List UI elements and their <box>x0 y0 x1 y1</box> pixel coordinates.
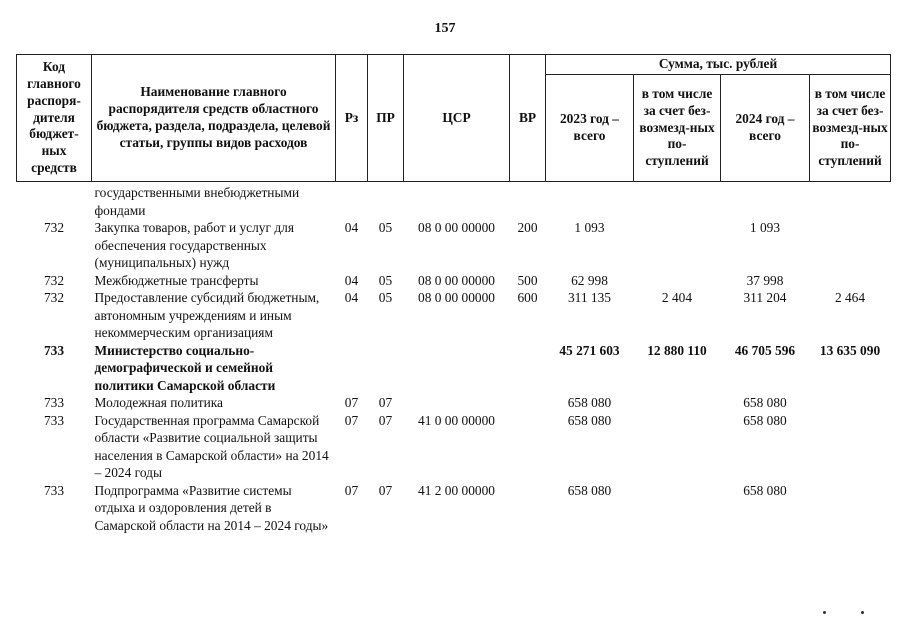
row-2024-free <box>810 394 891 412</box>
row-2024-total: 1 093 <box>749 220 781 235</box>
row-2024-free: 2 464 <box>834 290 866 305</box>
row-vr <box>510 412 546 482</box>
row-pr: 05 <box>378 220 393 235</box>
row-2023-total: 62 998 <box>571 272 608 288</box>
row-code <box>17 182 92 220</box>
row-code: 733 <box>43 342 65 358</box>
row-vr <box>510 342 546 395</box>
row-2023-total: 658 080 <box>567 412 612 428</box>
row-pr: 07 <box>378 412 393 428</box>
header-sum-group: Сумма, тыс. рублей <box>546 55 891 75</box>
header-pr: ПР <box>368 55 404 182</box>
row-vr: 200 <box>517 220 538 235</box>
header-2023-free: в том числе за счет без-возмезд-ных по-ступлений <box>634 75 721 182</box>
row-name: Предоставление субсидий бюджетным, автономным учреждениям и иным некоммерческим организациям <box>94 290 320 340</box>
row-rz: 07 <box>344 482 359 498</box>
header-2024-free: в том числе за счет без-возмезд-ных по-ступлений <box>810 75 891 182</box>
header-2024-total: 2024 год – всего <box>721 75 810 182</box>
row-code: 733 <box>43 395 65 410</box>
row-2023-total: 658 080 <box>567 395 612 410</box>
row-2024-total: 46 705 596 <box>734 342 796 358</box>
page-number: 157 <box>434 21 456 36</box>
table-row <box>17 482 891 535</box>
row-rz: 04 <box>344 272 359 288</box>
header-vr: ВР <box>510 55 546 182</box>
header-2023-total: 2023 год – всего <box>546 75 634 182</box>
row-2023-free <box>634 412 721 482</box>
row-2024-free <box>810 272 891 290</box>
row-2023-total: 1 093 <box>574 220 605 235</box>
row-2023-free <box>634 482 721 535</box>
row-csr: 08 0 00 00000 <box>418 220 495 235</box>
budget-table <box>16 54 891 534</box>
row-code: 732 <box>43 272 65 288</box>
row-name: Подпрограмма «Развитие системы отдыха и оздоровления детей в Самарской области на 2014 – 2024 годы» <box>94 482 329 533</box>
row-2024-total: 658 080 <box>743 395 787 410</box>
row-code: 732 <box>43 290 65 305</box>
row-2023-total: 45 271 603 <box>559 342 620 358</box>
row-csr: 08 0 00 00000 <box>418 290 495 305</box>
row-name: государственными внебюджетными фондами <box>94 185 300 218</box>
row-2023-total: 311 135 <box>567 290 612 305</box>
row-2023-total: 658 080 <box>567 482 612 498</box>
row-rz: 04 <box>344 220 359 235</box>
table-row-ministry <box>17 342 891 395</box>
row-name: Государственная программа Самарской области «Развитие социальной защиты населения в Самарской области» на 2014 – 2024 годы <box>94 412 329 480</box>
row-name: Межбюджетные трансферты <box>94 272 259 288</box>
row-pr: 05 <box>378 290 393 305</box>
row-name: Молодежная политика <box>94 395 224 410</box>
row-2024-total: 658 080 <box>743 482 787 498</box>
table-row <box>17 182 891 220</box>
row-csr: 41 0 00 00000 <box>418 412 495 428</box>
row-code: 733 <box>43 482 65 498</box>
row-vr: 500 <box>517 272 538 288</box>
scan-speck <box>823 611 826 614</box>
row-2024-total: 658 080 <box>743 412 787 428</box>
row-csr: 08 0 00 00000 <box>418 272 495 288</box>
row-2023-free: 2 404 <box>661 290 693 305</box>
row-2024-free <box>810 219 891 272</box>
header-code: Код главного распоря-дителя бюджет-ных средств <box>17 55 92 182</box>
row-rz: 07 <box>344 412 359 428</box>
row-2024-free: 13 635 090 <box>819 342 881 358</box>
scan-speck <box>861 611 864 614</box>
row-rz <box>336 182 368 220</box>
table-row <box>17 289 891 342</box>
row-2024-free <box>810 182 891 220</box>
row-csr <box>404 342 510 395</box>
row-2024-total: 37 998 <box>746 272 784 288</box>
row-2023-free <box>634 394 721 412</box>
table-row <box>17 394 891 412</box>
row-rz: 04 <box>344 290 359 305</box>
row-pr: 07 <box>378 395 393 410</box>
row-pr <box>368 182 404 220</box>
row-pr <box>368 342 404 395</box>
row-rz <box>336 342 368 395</box>
table-row <box>17 412 891 482</box>
row-code: 732 <box>43 220 65 235</box>
row-2023-free: 12 880 110 <box>647 342 707 358</box>
row-2023-free <box>634 272 721 290</box>
row-vr: 600 <box>517 290 538 305</box>
row-csr <box>404 182 510 220</box>
row-csr <box>404 394 510 412</box>
row-name: Министерство социально-демографической и семейной политики Самарской области <box>94 342 276 393</box>
row-csr: 41 2 00 00000 <box>418 482 495 498</box>
row-vr <box>510 394 546 412</box>
row-pr: 07 <box>378 482 393 498</box>
row-2024-total <box>721 182 810 220</box>
header-csr: ЦСР <box>404 55 510 182</box>
row-vr <box>510 482 546 535</box>
row-code: 733 <box>43 412 65 428</box>
row-2023-free <box>634 219 721 272</box>
row-vr <box>510 182 546 220</box>
header-name: Наименование главного распорядителя средств областного бюджета, раздела, подраздела, целевой статьи, группы видов расходов <box>92 55 336 182</box>
row-2023-total <box>546 182 634 220</box>
row-rz: 07 <box>344 395 359 410</box>
row-pr: 05 <box>378 272 393 288</box>
row-2024-free <box>810 412 891 482</box>
table-row <box>17 219 891 272</box>
header-rz: Рз <box>336 55 368 182</box>
row-2024-free <box>810 482 891 535</box>
table-row <box>17 272 891 290</box>
row-name: Закупка товаров, работ и услуг для обеспечения государственных (муниципальных) нужд <box>94 220 294 270</box>
row-2023-free <box>634 182 721 220</box>
row-2024-total: 311 204 <box>743 290 787 305</box>
